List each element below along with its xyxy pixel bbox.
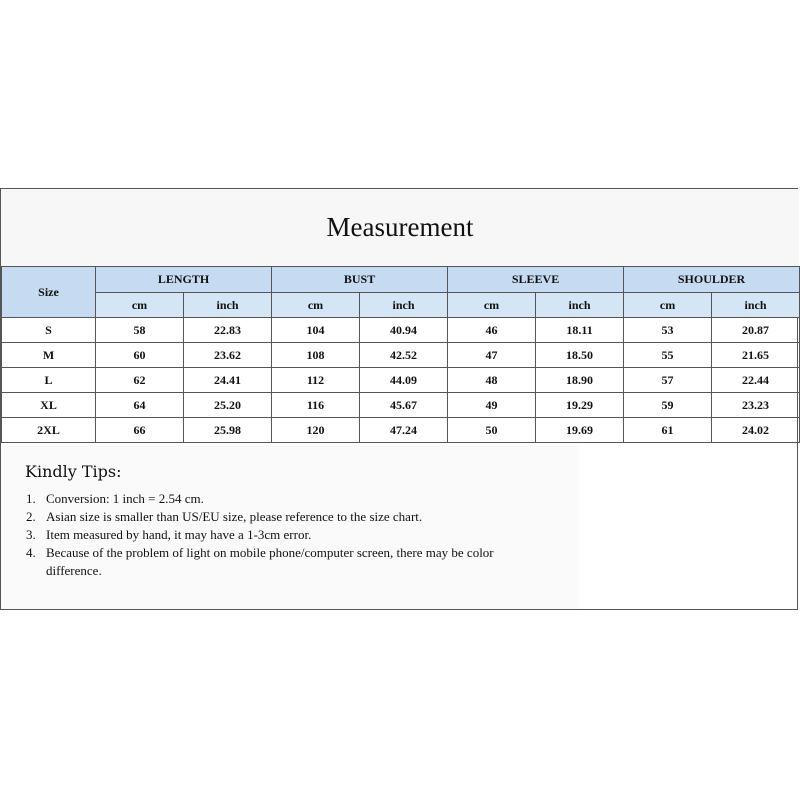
shoulder-header: SHOULDER [624,267,800,293]
value-cell: 60 [96,343,184,368]
unit-inch-header: inch [536,293,624,318]
unit-cm-header: cm [272,293,360,318]
unit-inch-header: inch [712,293,800,318]
value-cell: 57 [624,368,712,393]
value-cell: 66 [96,418,184,443]
tip-text: Conversion: 1 inch = 2.54 cm. [46,491,204,506]
value-cell: 104 [272,318,360,343]
tip-text: Item measured by hand, it may have a 1-3cm error. [46,527,312,542]
value-cell: 23.23 [712,393,800,418]
tip-item [0,490,560,508]
tips-list [0,300,560,580]
value-cell: 18.11 [536,318,624,343]
unit-inch-header: inch [360,293,448,318]
value-cell: 50 [448,418,536,443]
tip-item [0,544,516,580]
value-cell: 48 [448,368,536,393]
value-cell: 25.20 [184,393,272,418]
value-cell: 24.02 [712,418,800,443]
value-cell: 19.29 [536,393,624,418]
value-cell: 116 [272,393,360,418]
tips-title: Kindly Tips: [25,462,122,481]
value-cell: 112 [272,368,360,393]
unit-cm-header: cm [624,293,712,318]
tip-item [0,508,560,526]
value-cell: 45.67 [360,393,448,418]
size-cell: L [2,368,96,393]
unit-inch-header: inch [184,293,272,318]
value-cell: 55 [624,343,712,368]
value-cell: 44.09 [360,368,448,393]
value-cell: 22.83 [184,318,272,343]
bust-header: BUST [272,267,448,293]
value-cell: 24.41 [184,368,272,393]
value-cell: 58 [96,318,184,343]
unit-cm-header: cm [448,293,536,318]
value-cell: 19.69 [536,418,624,443]
value-cell: 49 [448,393,536,418]
value-cell: 46 [448,318,536,343]
value-cell: 42.52 [360,343,448,368]
length-header: LENGTH [96,267,272,293]
value-cell: 18.50 [536,343,624,368]
size-cell: S [2,318,96,343]
value-cell: 22.44 [712,368,800,393]
value-cell: 53 [624,318,712,343]
tip-text: Because of the problem of light on mobile phone/computer screen, there may be color difference. [46,545,494,578]
size-cell: XL [2,393,96,418]
tip-number: 2. [26,509,36,524]
value-cell: 20.87 [712,318,800,343]
value-cell: 120 [272,418,360,443]
value-cell: 40.94 [360,318,448,343]
value-cell: 21.65 [712,343,800,368]
value-cell: 62 [96,368,184,393]
value-cell: 18.90 [536,368,624,393]
value-cell: 23.62 [184,343,272,368]
size-cell: 2XL [2,418,96,443]
tip-number: 4. [26,545,36,560]
table-header-row [2,267,800,293]
chart-title: Measurement [1,189,799,267]
value-cell: 64 [96,393,184,418]
size-column-header: Size [2,267,96,318]
value-cell: 108 [272,343,360,368]
tip-number: 1. [26,491,36,506]
tip-item [0,526,560,544]
value-cell: 47 [448,343,536,368]
sleeve-header: SLEEVE [448,267,624,293]
tip-text: Asian size is smaller than US/EU size, please reference to the size chart. [46,509,423,524]
value-cell: 59 [624,393,712,418]
value-cell: 25.98 [184,418,272,443]
unit-cm-header: cm [96,293,184,318]
tip-number: 3. [26,527,36,542]
value-cell: 61 [624,418,712,443]
value-cell: 47.24 [360,418,448,443]
size-cell: M [2,343,96,368]
